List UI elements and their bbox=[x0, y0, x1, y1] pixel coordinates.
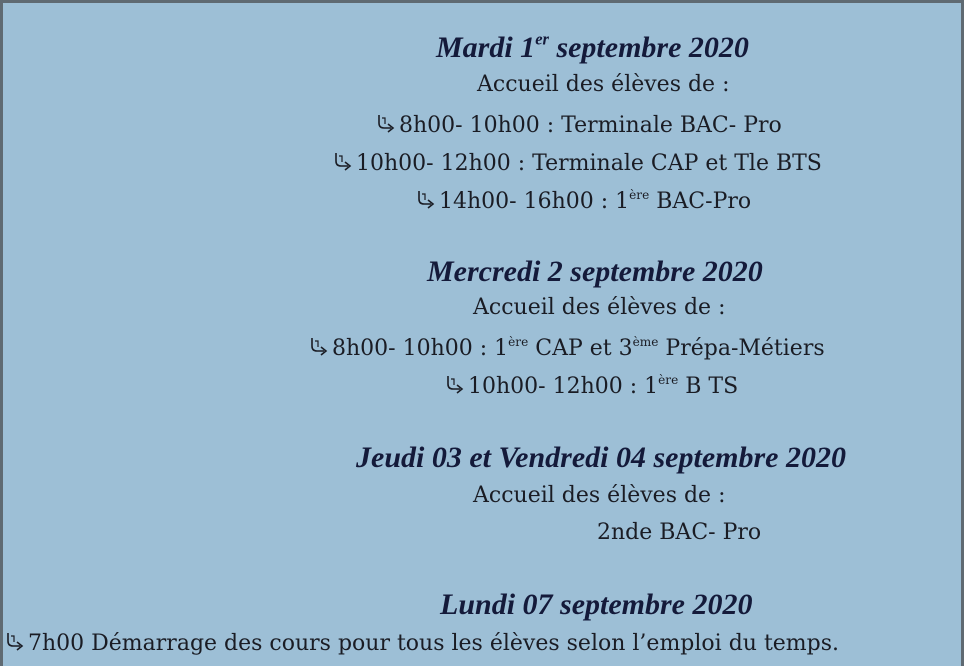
curved-arrow-icon bbox=[416, 189, 437, 209]
item-text: 8h00- 10h00 : 1 bbox=[332, 336, 509, 361]
section-1-item-2 bbox=[333, 151, 822, 175]
section-2-item-1 bbox=[309, 336, 825, 360]
section-3-item-1: 2nde BAC- Pro bbox=[597, 520, 762, 545]
section-2-item-2 bbox=[445, 374, 738, 398]
section-3-intro: Accueil des élèves de : bbox=[473, 483, 726, 508]
ordinal-superscript: ème bbox=[632, 334, 659, 349]
section-4-date: Lundi 07 septembre 2020 bbox=[440, 588, 753, 621]
ordinal-superscript: ère bbox=[508, 334, 529, 349]
ordinal-superscript: ère bbox=[629, 187, 650, 202]
section-2-intro: Accueil des élèves de : bbox=[473, 295, 726, 320]
curved-arrow-icon bbox=[309, 336, 330, 356]
section-1-item-1 bbox=[376, 113, 782, 137]
ordinal-superscript: ère bbox=[658, 372, 679, 387]
section-1-intro: Accueil des élèves de : bbox=[477, 72, 730, 97]
item-text: 10h00- 12h00 : 1 bbox=[468, 374, 659, 399]
curved-arrow-icon bbox=[5, 631, 26, 651]
item-text-mid: CAP et 3 bbox=[528, 336, 633, 361]
item-text: 14h00- 16h00 : 1 bbox=[439, 189, 630, 214]
item-text: 8h00- 10h00 : Terminale BAC- Pro bbox=[399, 113, 782, 138]
item-text: 7h00 Démarrage des cours pour tous les élèves selon l’emploi du temps. bbox=[28, 631, 840, 656]
item-text-rest: Prépa-Métiers bbox=[658, 336, 825, 361]
date-superscript: er bbox=[535, 29, 549, 49]
section-2-date: Mercredi 2 septembre 2020 bbox=[427, 255, 763, 288]
date-text: Mardi 1 bbox=[436, 31, 536, 64]
section-1-item-3 bbox=[416, 189, 751, 213]
curved-arrow-icon bbox=[376, 113, 397, 133]
item-text-rest: B TS bbox=[678, 374, 739, 399]
section-1-date bbox=[436, 29, 749, 64]
section-4-item-1 bbox=[5, 631, 839, 655]
item-text: 10h00- 12h00 : Terminale CAP et Tle BTS bbox=[356, 151, 822, 176]
item-text-rest: BAC-Pro bbox=[649, 189, 752, 214]
date-text-rest: septembre 2020 bbox=[548, 31, 749, 64]
section-3-date: Jeudi 03 et Vendredi 04 septembre 2020 bbox=[356, 441, 846, 474]
curved-arrow-icon bbox=[333, 151, 354, 171]
curved-arrow-icon bbox=[445, 374, 466, 394]
